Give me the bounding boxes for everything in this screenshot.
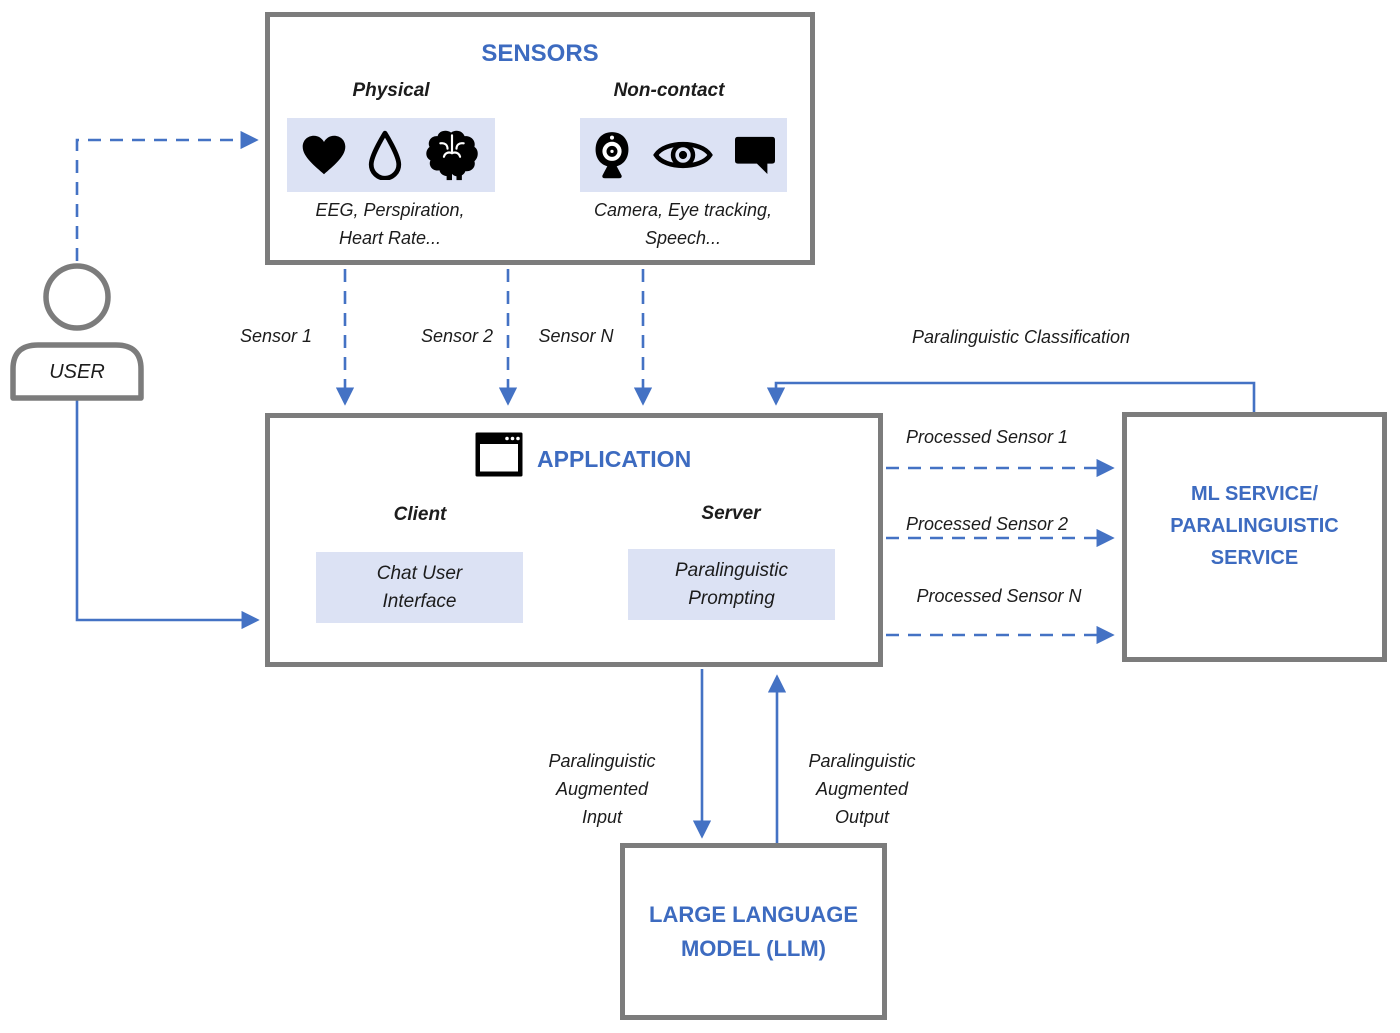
paralinguistic-classification-label: Paralinguistic Classification: [911, 327, 1131, 347]
sensor-1-label: Sensor 1: [239, 326, 313, 346]
augmented-output-line3: Output: [834, 807, 890, 827]
droplet-icon: [366, 130, 404, 180]
application-title: APPLICATION: [537, 446, 692, 472]
processed-sensor-1-label: Processed Sensor 1: [905, 427, 1069, 447]
client-label: Client: [393, 504, 447, 525]
non-contact-caption-line1: Camera, Eye tracking,: [593, 200, 773, 220]
augmented-input-line3: Input: [581, 807, 623, 827]
paralinguistic-prompting-panel: [628, 549, 835, 620]
llm-title-line1: LARGE LANGUAGE: [649, 902, 858, 927]
arrow-paralinguistic-classification: [776, 383, 1254, 412]
heart-icon: [302, 135, 346, 175]
augmented-output-label: [808, 747, 915, 831]
augmented-input-line2: Augmented: [555, 779, 649, 799]
augmented-input-label: [548, 747, 655, 831]
ml-service-title-line2: PARALINGUISTIC: [1170, 515, 1339, 537]
chat-user-interface-panel: [316, 552, 523, 623]
sensor-2-label: Sensor 2: [420, 326, 494, 346]
arrow-user-to-application: [77, 398, 257, 620]
physical-caption: [315, 196, 464, 252]
eye-icon: [653, 136, 713, 174]
llm-title-line2: MODEL (LLM): [680, 936, 826, 961]
processed-sensor-2-label: Processed Sensor 2: [905, 514, 1069, 534]
chat-ui-line1: Chat User: [376, 562, 463, 584]
physical-icon-strip: [287, 118, 495, 192]
ml-service-title-line1: ML SERVICE/: [1190, 483, 1319, 505]
augmented-input-line1: Paralinguistic: [548, 751, 656, 771]
ml-service-box: [1122, 412, 1387, 662]
augmented-output-line1: Paralinguistic: [808, 751, 916, 771]
physical-caption-line1: EEG, Perspiration,: [315, 200, 465, 220]
speech-bubble-icon: [733, 135, 777, 175]
prompting-line1: Paralinguistic: [675, 559, 788, 581]
sensor-n-label: Sensor N: [538, 326, 614, 346]
webcam-icon: [591, 129, 633, 181]
non-contact-caption-line2: Speech...: [644, 228, 722, 248]
app-window-icon: [474, 431, 524, 478]
non-contact-icon-strip: [580, 118, 787, 192]
non-contact-caption: [594, 196, 772, 252]
arrow-user-to-sensors: [77, 140, 256, 261]
server-label: Server: [701, 503, 761, 524]
physical-caption-line2: Heart Rate...: [338, 228, 442, 248]
llm-box: [620, 843, 887, 1020]
chat-ui-line2: Interface: [382, 590, 457, 612]
user-label: USER: [49, 361, 105, 383]
physical-label: Physical: [352, 80, 430, 101]
augmented-output-line2: Augmented: [815, 779, 909, 799]
processed-sensor-n-label: Processed Sensor N: [916, 586, 1082, 606]
sensors-title: SENSORS: [481, 40, 599, 67]
brain-icon: [424, 129, 480, 181]
prompting-line2: Prompting: [688, 587, 775, 609]
ml-service-title-line3: SERVICE: [1210, 547, 1299, 569]
non-contact-label: Non-contact: [613, 80, 725, 101]
